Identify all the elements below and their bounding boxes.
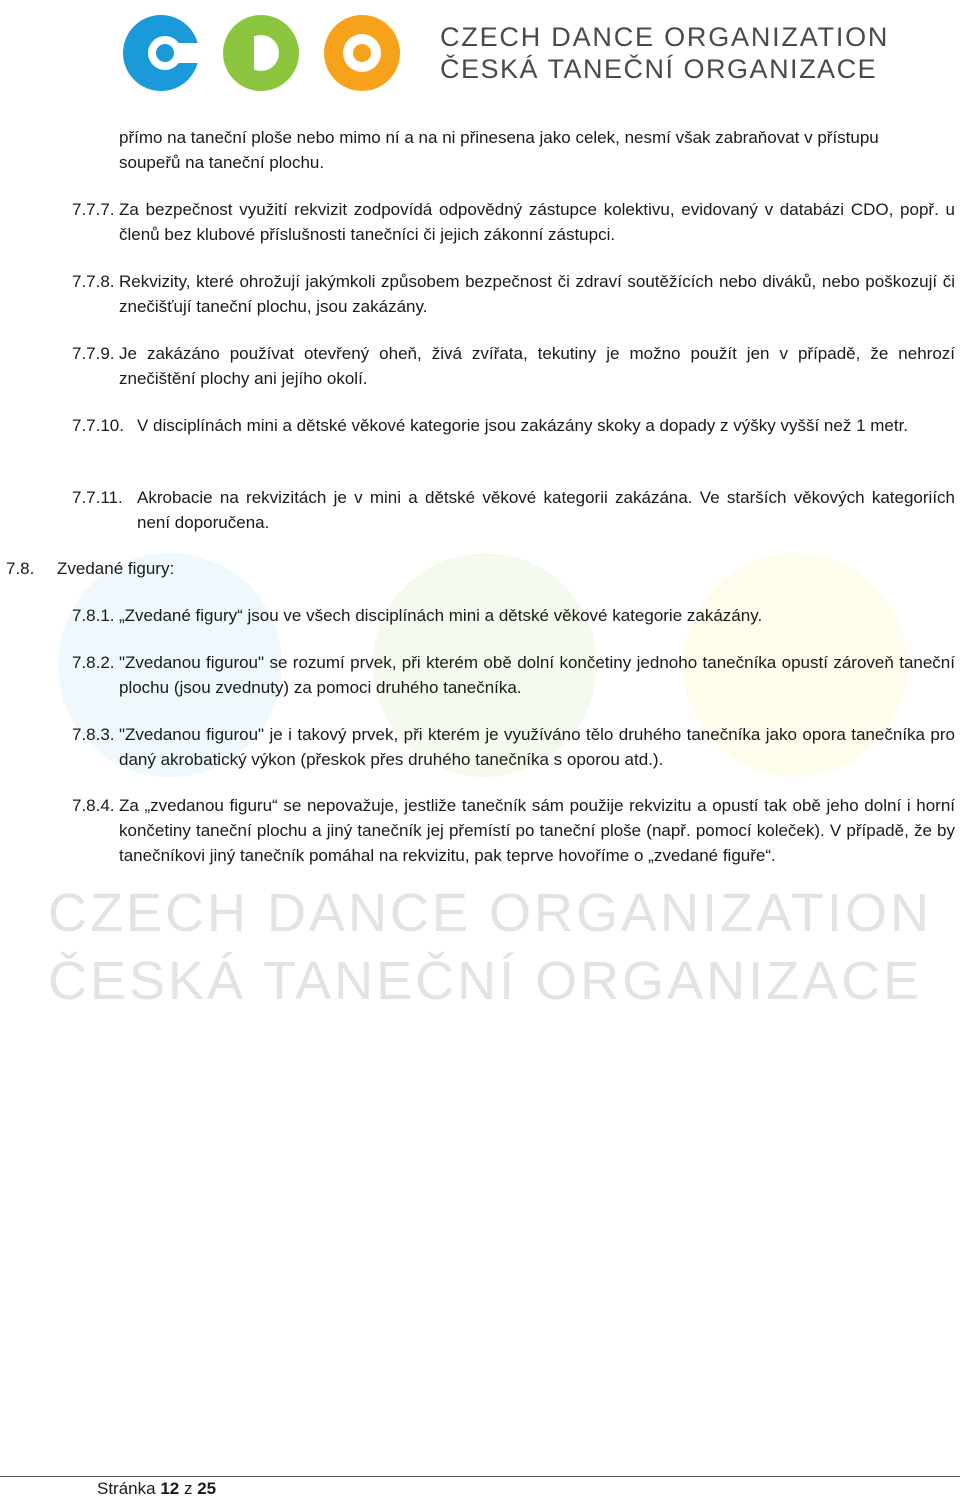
watermark-text-czech: ČESKÁ TANEČNÍ ORGANIZACE <box>48 951 923 1011</box>
section-number: 7.8. <box>6 559 35 578</box>
item-text: Rekvizity, které ohrožují jakýmkoli způsobem bezpečnost či zdraví soutěžících nebo diváků, nebo poškozují či znečišťují taneční plochu, jsou zakázány. <box>119 272 955 316</box>
page-of-label: z <box>183 1479 193 1498</box>
item-number: 7.7.8. <box>72 272 115 291</box>
watermark-text-english: CZECH DANCE ORGANIZATION <box>48 883 933 943</box>
subitem-number: 7.8.4. <box>72 796 115 815</box>
page-label: Stránka <box>97 1479 156 1498</box>
total-pages: 25 <box>197 1479 217 1498</box>
item-number: 7.7.7. <box>72 200 115 219</box>
subitem-text: Za „zvedanou figuru“ se nepovažuje, jestliže tanečník sám použije rekvizitu a opustí tak obě jeho dolní i horní končetiny taneční plochu a jiný tanečník jej přemístí po taneční ploše (např. pomocí koleček). V případě, že by tanečníkovi jiný tanečník pomáhal na rekvizitu, pak teprve hovoříme o „zvedané figuře“. <box>119 796 955 865</box>
org-name-english: CZECH DANCE ORGANIZATION <box>440 22 890 52</box>
item-number: 7.7.9. <box>72 344 115 363</box>
subitem-number: 7.8.3. <box>72 725 115 744</box>
footer-divider <box>0 1476 960 1477</box>
subitem-number: 7.8.1. <box>72 606 115 625</box>
page-footer <box>97 1478 216 1500</box>
subitem-text: "Zvedanou figurou" je i takový prvek, při kterém je využíváno tělo druhého tanečníka jako opora tanečníka pro daný akrobatický výkon (přeskok přes druhého tanečníka s oporou atd.). <box>119 725 955 769</box>
item-text: Akrobacie na rekvizitách je v mini a dětské věkové kategorii zakázána. Ve starších věkových kategoriích není doporučena. <box>137 488 955 532</box>
page-number: 12 <box>160 1479 180 1498</box>
item-number: 7.7.10. <box>72 416 124 435</box>
subitem-text: „Zvedané figury“ jsou ve všech disciplínách mini a dětské věkové kategorie zakázány. <box>119 606 763 625</box>
continuation-line: soupeřů na taneční plochu. <box>119 153 325 172</box>
subitem-number: 7.8.2. <box>72 653 115 672</box>
continuation-line: přímo na taneční ploše nebo mimo ní a na ni přinesena jako celek, nesmí však zabraňovat v přístupu <box>119 128 879 147</box>
subitem-text: "Zvedanou figurou" se rozumí prvek, při kterém obě dolní končetiny jednoho tanečníka opustí zároveň taneční plochu (jsou zvednuty) za pomoci druhého tanečníka. <box>119 653 955 697</box>
item-text: Za bezpečnost využití rekvizit zodpovídá odpovědný zástupce kolektivu, evidovaný v databázi CDO, popř. u členů bez klubové příslušnosti tanečníci či jejich zákonní zástupci. <box>119 200 955 244</box>
item-number: 7.7.11. <box>72 488 123 507</box>
item-text: V disciplínách mini a dětské věkové kategorie jsou zakázány skoky a dopady z výšky vyšší než 1 metr. <box>137 416 909 435</box>
org-name-czech: ČESKÁ TANEČNÍ ORGANIZACE <box>440 54 878 84</box>
section-title: Zvedané figury: <box>57 559 175 578</box>
item-text: Je zakázáno používat otevřený oheň, živá zvířata, tekutiny je možno použít jen v případě, že nehrozí znečištění plochy ani jejího okolí. <box>119 344 955 388</box>
cdo-logo-icon <box>118 10 408 96</box>
